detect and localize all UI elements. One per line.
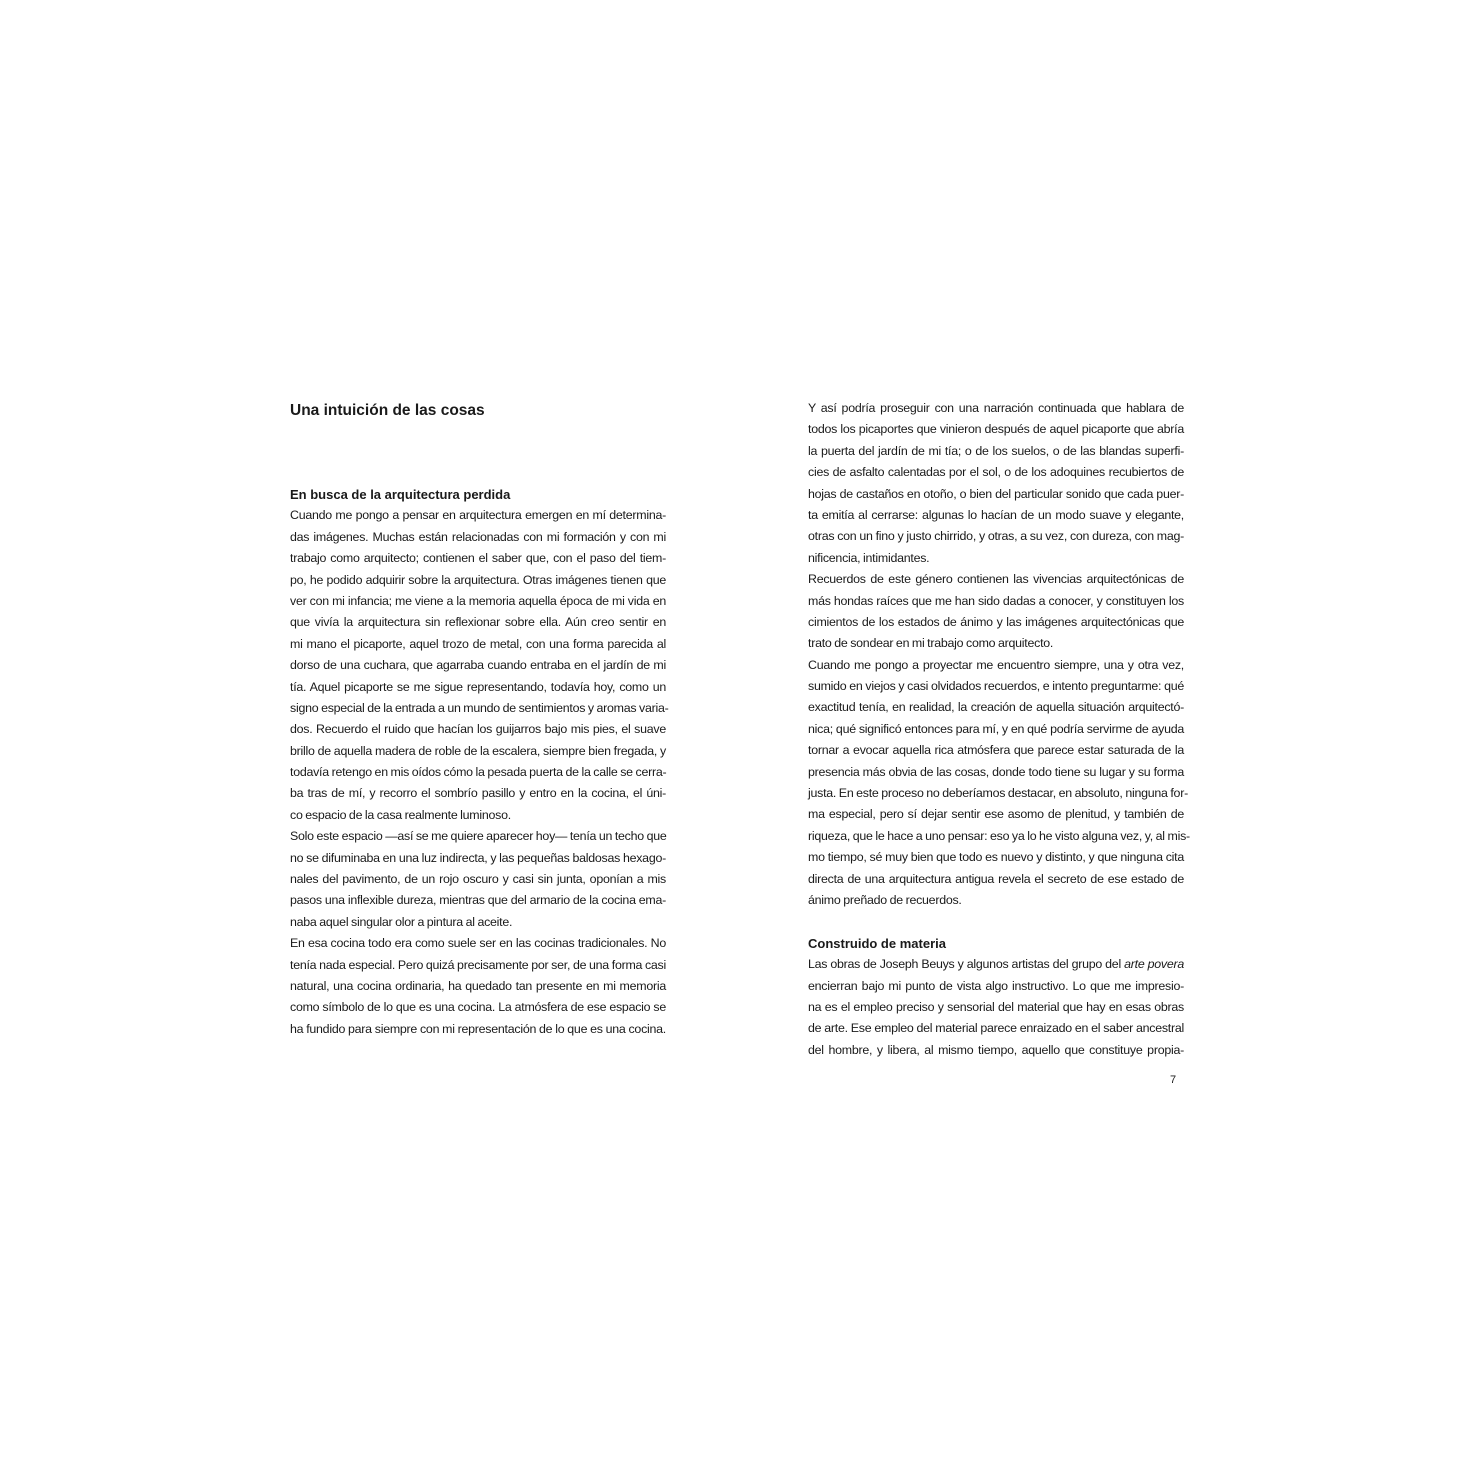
text-line: Cuando me pongo a pensar en arquitectura emergen en mí determina-	[290, 508, 666, 523]
text-line: encierran bajo mi punto de vista algo instructivo. Lo que me impresio-	[808, 978, 1184, 993]
chapter-title: Una intuición de las cosas	[290, 402, 485, 419]
italic-term: arte povera	[1124, 957, 1184, 972]
text-line: dos. Recuerdo el ruido que hacían los guijarros bajo mis pies, el suave	[290, 722, 666, 737]
text-line: po, he podido adquirir sobre la arquitectura. Otras imágenes tienen que	[290, 572, 666, 587]
text-line: exactitud tenía, en realidad, la creación de aquella situación arquitectó-	[808, 700, 1184, 715]
text-line: ta emitía al cerrarse: algunas lo hacían de un modo suave y elegante,	[808, 507, 1184, 522]
text-line: todavía retengo en mis oídos cómo la pesada puerta de la calle se cerra-	[290, 765, 667, 780]
text-line: das imágenes. Muchas están relacionadas con mi formación y con mi	[290, 529, 666, 544]
text-segment: Las obras de Joseph Beuys y algunos artistas del grupo del	[808, 957, 1125, 972]
text-line: Recuerdos de este género contienen las vivencias arquitectónicas de	[808, 572, 1184, 587]
text-line: Solo este espacio —así se me quiere aparecer hoy— tenía un techo que	[290, 829, 667, 844]
text-line: de arte. Ese empleo del material parece enraizado en el saber ancestral	[808, 1021, 1184, 1036]
text-line: no se difuminaba en una luz indirecta, y las pequeñas baldosas hexago-	[290, 850, 666, 865]
text-line: Y así podría proseguir con una narración continuada que hablara de	[808, 401, 1184, 415]
paragraph	[290, 826, 666, 933]
text-line: Cuando me pongo a proyectar me encuentro siempre, una y otra vez,	[808, 657, 1184, 672]
text-line: ba tras de mí, y recorro el sombrío pasillo y entro en la cocina, el úni-	[290, 786, 666, 801]
paragraph	[808, 954, 1184, 1061]
text-line: mo tiempo, sé muy bien que todo es nuevo y distinto, y que ninguna cita	[808, 850, 1184, 865]
left-column	[290, 398, 669, 1040]
text-line: dorso de una cuchara, que agarraba cuando entraba en el jardín de mi	[290, 658, 666, 673]
paragraph	[808, 398, 1184, 569]
text-line: tornar a evocar aquella rica atmósfera que parece estar saturada de la	[808, 743, 1184, 758]
text-line: ha fundido para siempre con mi representación de lo que es una cocina.	[290, 1021, 666, 1036]
text-line: del hombre, y libera, al mismo tiempo, aquello que constituye propia-	[808, 1042, 1184, 1057]
text-line: nica; qué significó entonces para mí, y en qué podría servirme de ayuda	[808, 721, 1184, 736]
text-line: ma especial, pero sí dejar sentir ese asomo de plenitud, y también de	[808, 807, 1184, 822]
text-line: signo especial de la entrada a un mundo de sentimientos y aromas varia-	[290, 700, 669, 715]
text-line: como símbolo de lo que es una cocina. La atmósfera de ese espacio se	[290, 1000, 666, 1015]
text-line: En esa cocina todo era como suele ser en las cocinas tradicionales. No	[290, 936, 666, 951]
text-line: nales del pavimento, de un rojo oscuro y casi sin junta, oponían a mis	[290, 872, 666, 887]
page-number: 7	[1170, 1074, 1177, 1086]
text-line: pasos una inflexible dureza, mientras que del armario de la cocina ema-	[290, 893, 666, 908]
text-line: otras con un fino y justo chirrido, y otras, a su vez, con dureza, con mag-	[808, 529, 1184, 544]
text-line: naba aquel singular olor a pintura al aceite.	[290, 914, 513, 929]
section-title-construido: Construido de materia	[808, 935, 946, 951]
text-line: directa de una arquitectura antigua revela el secreto de ese estado de	[808, 871, 1184, 886]
text-line	[808, 954, 1184, 975]
text-line: natural, una cocina ordinaria, ha quedado tan presente en mi memoria	[290, 979, 666, 993]
text-line: sumido en viejos y casi olvidados recuerdos, e intento preguntarme: qué	[808, 679, 1184, 694]
text-line: cimientos de los estados de ánimo y las imágenes arquitectónicas que	[808, 614, 1184, 629]
text-line: tenía nada especial. Pero quizá precisamente por ser, de una forma casi	[290, 957, 666, 972]
text-line: que vivía la arquitectura sin reflexionar sobre ella. Aún creo sentir en	[290, 615, 666, 630]
paragraph	[290, 505, 669, 826]
text-line: tía. Aquel picaporte se me sigue representando, todavía hoy, como un	[290, 679, 666, 694]
section-spacer	[808, 911, 1184, 932]
text-line: trato de sondear en mi trabajo como arquitecto.	[808, 636, 1054, 651]
text-line: justa. En este proceso no deberíamos destacar, en absoluto, ninguna for-	[808, 786, 1188, 801]
text-line: presencia más obvia de las cosas, donde todo tiene su lugar y su forma	[808, 764, 1184, 779]
paragraph	[808, 655, 1190, 912]
paragraph	[808, 569, 1184, 655]
text-line: cies de asfalto calentadas por el sol, o de los adoquines recubiertos de	[808, 465, 1184, 480]
section-title-en-busca: En busca de la arquitectura perdida	[290, 487, 511, 502]
right-column	[808, 398, 1190, 1061]
text-line: co espacio de la casa realmente luminoso.	[290, 807, 511, 822]
text-line: ver con mi infancia; me viene a la memoria aquella época de mi vida en	[290, 593, 666, 608]
text-line: todos los picaportes que vinieron después de aquel picaporte que abría	[808, 422, 1184, 437]
text-line: la puerta del jardín de mi tía; o de los suelos, o de las blandas superfi-	[808, 443, 1184, 458]
paragraph	[290, 933, 666, 1040]
text-line: riqueza, que le hace a uno pensar: eso ya lo he visto alguna vez, y, al mis-	[808, 828, 1190, 843]
text-line: ánimo preñado de recuerdos.	[808, 892, 962, 907]
text-line: hojas de castaños en otoño, o bien del particular sonido que cada puer-	[808, 486, 1184, 501]
text-line: más hondas raíces que me han sido dadas a conocer, y constituyen los	[808, 593, 1184, 608]
text-line: nificencia, intimidantes.	[808, 550, 930, 565]
text-line: na es el empleo preciso y sensorial del material que hay en esas obras	[808, 999, 1184, 1014]
text-line: trabajo como arquitecto; contienen el saber que, con el paso del tiem-	[290, 551, 666, 566]
text-line: mi mano el picaporte, aquel trozo de metal, con una forma parecida al	[290, 636, 666, 651]
text-line: brillo de aquella madera de roble de la escalera, siempre bien fregada, y	[290, 743, 666, 758]
